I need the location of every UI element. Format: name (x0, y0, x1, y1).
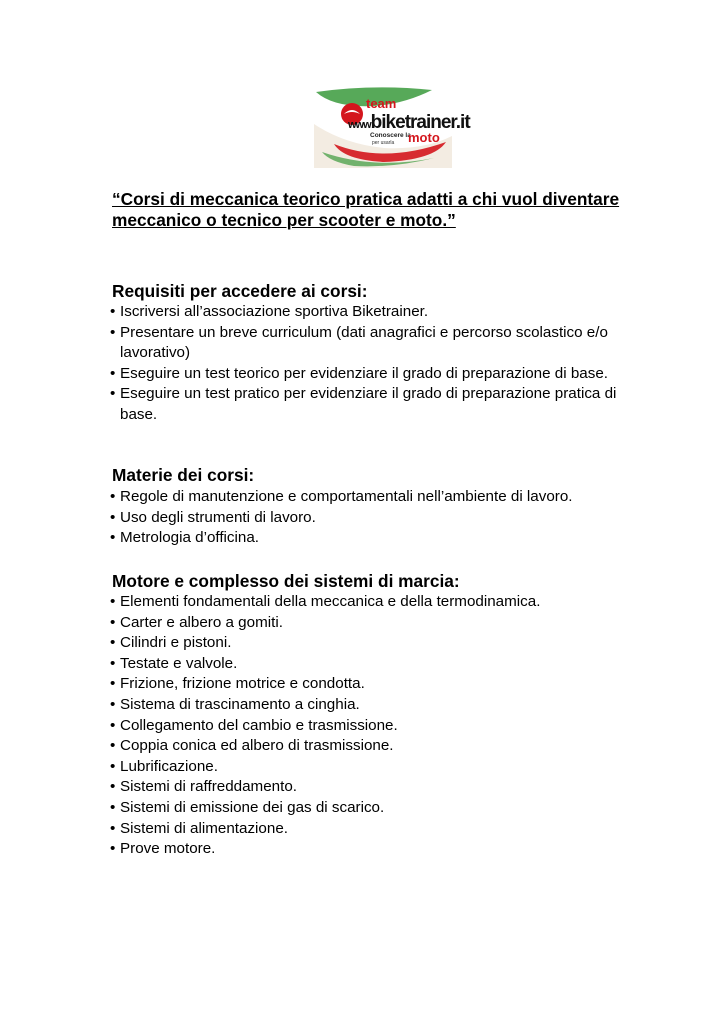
bullet-glyph: • (110, 364, 116, 382)
bullet-glyph: • (110, 737, 116, 755)
bullet-glyph: • (110, 323, 116, 341)
list-item: • Prove motore. (110, 839, 650, 860)
list-item: • Cilindri e pistoni. (110, 633, 650, 654)
list-item: • Collegamento del cambio e trasmissione. (110, 716, 650, 737)
document-title: “Corsi di meccanica teorico pratica adatti a chi vuol diventare meccanico o tecnico per scooter e moto.” (112, 189, 620, 230)
list-item: • Regole di manutenzione e comportamentali nell’ambiente di lavoro. (110, 487, 650, 508)
list-item: • Eseguire un test teorico per evidenziare il grado di preparazione di base. (110, 364, 650, 385)
logo-sub-text: per usarla (372, 140, 395, 146)
bullet-glyph: • (110, 840, 116, 858)
bullet-glyph: • (110, 778, 116, 796)
bullet-glyph: • (110, 529, 116, 547)
section-heading-requisiti: Requisiti per accedere ai corsi: (112, 281, 368, 301)
list-item: • Carter e albero a gomiti. (110, 613, 650, 634)
bullet-glyph: • (110, 819, 116, 837)
list-item: • Iscriversi all’associazione sportiva Biketrainer. (110, 302, 650, 323)
list-item: • Uso degli strumenti di lavoro. (110, 508, 650, 529)
bullet-glyph: • (110, 508, 116, 526)
list-item: • Testate e valvole. (110, 654, 650, 675)
logo-team-text: team (366, 96, 397, 111)
bullet-glyph: • (110, 385, 116, 403)
list-item: • Sistemi di emissione dei gas di scarico. (110, 798, 650, 819)
bullet-glyph: • (110, 593, 116, 610)
logo (314, 84, 470, 168)
bullet-glyph: • (110, 798, 116, 816)
list-item: • Sistemi di alimentazione. (110, 819, 650, 840)
list-item: • Lubrificazione. (110, 757, 650, 778)
section-heading-materie: Materie dei corsi: (112, 465, 255, 485)
section-heading-motore: Motore e complesso dei sistemi di marcia: (112, 571, 460, 591)
bullet-glyph: • (110, 613, 116, 631)
logo-www-text: www (348, 119, 371, 131)
list-item: • Eseguire un test pratico per evidenziare il grado di preparazione pratica di base. (110, 385, 617, 423)
bullet-glyph: • (110, 695, 116, 713)
list-item: • Sistemi di raffreddamento. (110, 777, 650, 798)
list-motore (110, 592, 650, 860)
bullet-glyph: • (110, 634, 116, 652)
list-item: • Coppia conica ed albero di trasmissione. (110, 736, 650, 757)
list-item: • Presentare un breve curriculum (dati anagrafici e percorso scolastico e/o lavorativo) (110, 323, 608, 362)
bullet-glyph: • (110, 303, 116, 320)
list-item: • Elementi fondamentali della meccanica e della termodinamica. (110, 592, 650, 613)
list-materie (110, 487, 650, 549)
logo-conoscere-text: Conoscere la (370, 132, 411, 139)
bullet-glyph: • (110, 654, 116, 672)
list-item: • Frizione, frizione motrice e condotta. (110, 674, 650, 695)
list-item: • Metrologia d’officina. (110, 528, 650, 549)
logo-moto-text: moto (408, 130, 440, 145)
bullet-glyph: • (110, 675, 116, 693)
list-requisiti (110, 302, 650, 426)
list-item: • Sistema di trascinamento a cinghia. (110, 695, 650, 716)
bullet-glyph: • (110, 757, 116, 775)
logo-brand-text: biketrainer.it (370, 112, 470, 133)
bullet-glyph: • (110, 716, 116, 734)
bullet-glyph: • (110, 488, 116, 505)
